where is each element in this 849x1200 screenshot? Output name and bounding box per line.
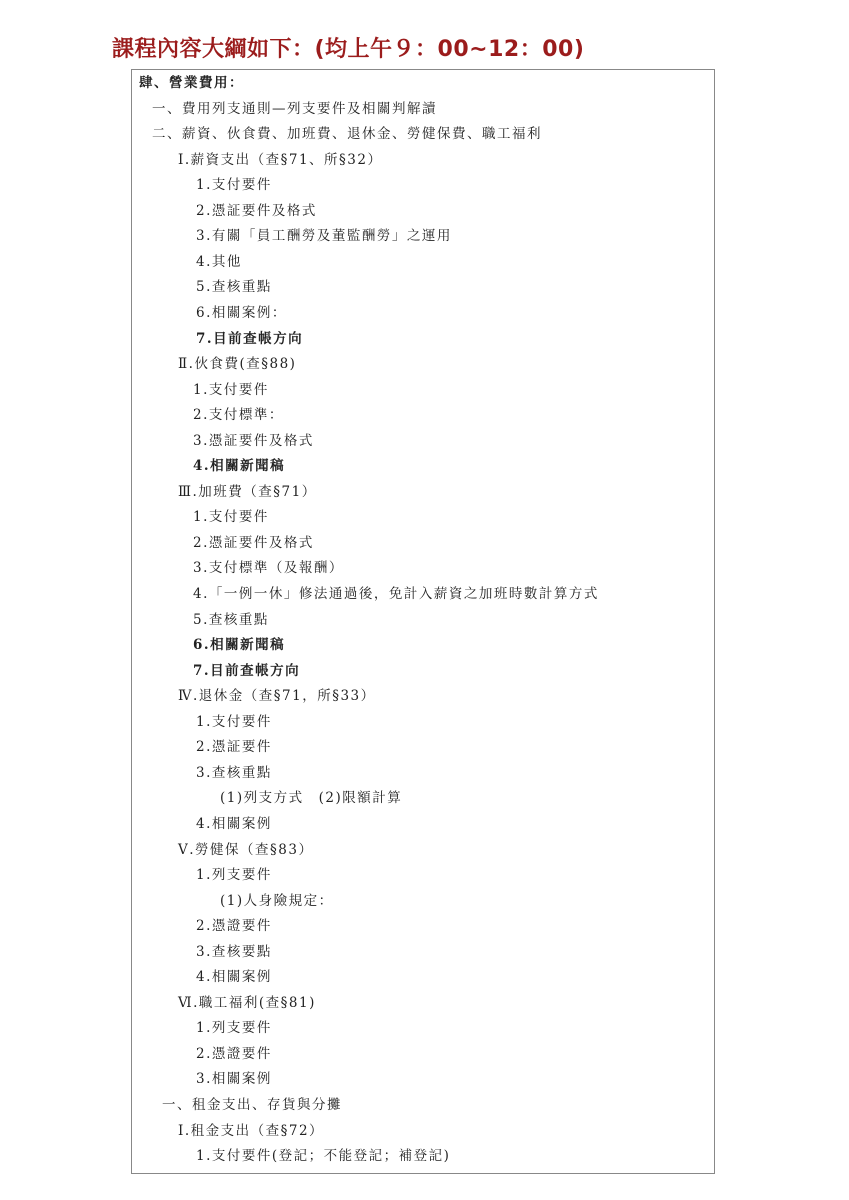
outline-line: 1.列支要件 bbox=[196, 867, 272, 884]
outline-line: 3.支付標準（及報酬） bbox=[193, 560, 344, 577]
outline-line: Ⅲ.加班費（查§71） bbox=[178, 483, 317, 500]
outline-line: 1.支付要件 bbox=[196, 713, 272, 730]
outline-line: 3.有關「員工酬勞及董監酬勞」之運用 bbox=[196, 228, 452, 245]
outline-line: 2.憑證要件 bbox=[196, 1045, 272, 1062]
outline-line: 2.憑証要件 bbox=[196, 739, 272, 756]
outline-line: Ⅴ.勞健保（查§83） bbox=[178, 841, 314, 858]
outline-line: 一、費用列支通則—列支要件及相關判解讀 bbox=[152, 100, 437, 117]
outline-line: 3.查核要點 bbox=[196, 943, 272, 960]
outline-line: 4.相關案例 bbox=[196, 969, 272, 986]
outline-line: 6.相關案例： bbox=[196, 304, 287, 321]
outline-line: 5.查核重點 bbox=[193, 611, 269, 628]
outline-line: 7.目前查帳方向 bbox=[196, 330, 304, 347]
outline-line: Ⅰ.薪資支出（查§71、所§32） bbox=[178, 151, 383, 168]
outline-line: 1.列支要件 bbox=[196, 1020, 272, 1037]
outline-line: 肆、營業費用： bbox=[139, 75, 244, 91]
outline-line: 2.憑証要件及格式 bbox=[193, 534, 314, 551]
outline-line: 3.查核重點 bbox=[196, 764, 272, 781]
outline-line: 6.相關新聞稿 bbox=[193, 637, 286, 654]
outline-line: 3.憑証要件及格式 bbox=[193, 432, 314, 449]
outline-line: Ⅱ.伙食費(查§88) bbox=[178, 356, 297, 373]
outline-line: 1.支付要件 bbox=[196, 177, 272, 194]
outline-line: 2.憑證要件 bbox=[196, 918, 272, 935]
outline-line: (1)列支方式 (2)限額計算 bbox=[220, 790, 403, 807]
outline-line: 1.支付要件(登記；不能登記；補登記) bbox=[196, 1148, 451, 1165]
outline-line: 5.查核重點 bbox=[196, 279, 272, 296]
outline-line: 2.憑証要件及格式 bbox=[196, 202, 317, 219]
outline-line: Ⅳ.退休金（查§71，所§33） bbox=[178, 688, 376, 705]
outline-line: 一、租金支出、存貨與分攤 bbox=[162, 1097, 342, 1113]
outline-line: Ⅰ.租金支出（查§72） bbox=[178, 1122, 325, 1139]
outline-line: 1.支付要件 bbox=[193, 509, 269, 526]
outline-line: 4.其他 bbox=[196, 253, 242, 270]
outline-line: 7.目前查帳方向 bbox=[193, 662, 301, 679]
outline-line: 4.相關案例 bbox=[196, 815, 272, 832]
outline-line: (1)人身險規定： bbox=[220, 892, 334, 909]
outline-line: 3.相關案例 bbox=[196, 1071, 272, 1088]
outline-line: 二、薪資、伙食費、加班費、退休金、勞健保費、職工福利 bbox=[152, 126, 542, 143]
outline-line: 2.支付標準： bbox=[193, 407, 284, 424]
outline-line: 1.支付要件 bbox=[193, 381, 269, 398]
page-title: 課程內容大綱如下：(均上午９：00~12：00) bbox=[112, 37, 585, 62]
outline-line: 4.相關新聞稿 bbox=[193, 458, 286, 475]
outline-line: Ⅵ.職工福利(查§81) bbox=[178, 994, 316, 1011]
outline-line: 4.「一例一休」修法通過後，免計入薪資之加班時數計算方式 bbox=[193, 586, 599, 602]
